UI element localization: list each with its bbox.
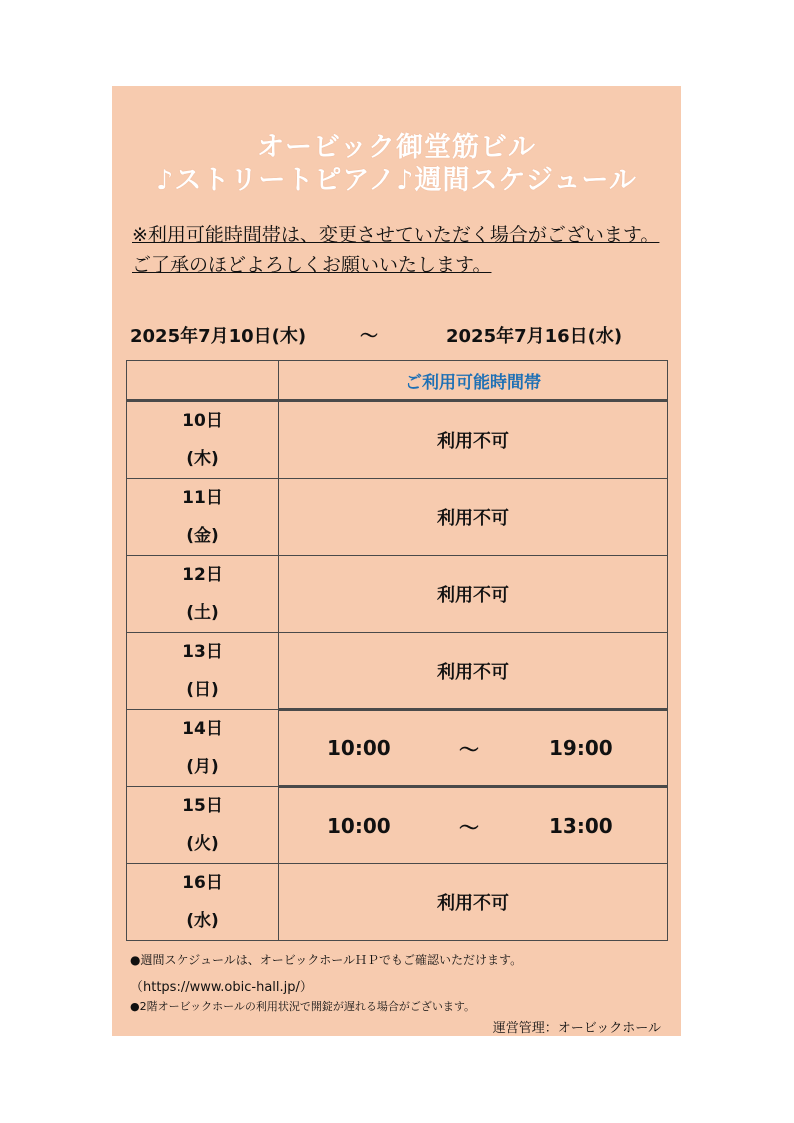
day-number: 12日 [182, 565, 223, 585]
day-number: 15日 [182, 796, 223, 816]
time-to: 13:00 [549, 813, 613, 838]
notice-line-1: ※利用可能時間帯は、変更させていただく場合がございます。 [132, 224, 660, 246]
title-building: オービック御堂筋ビル [257, 132, 536, 163]
table-row [127, 479, 668, 556]
day-cell [127, 787, 279, 864]
period-end: 2025年7月16日(水) [446, 326, 623, 347]
header-available-hours: ご利用可能時間帯 [279, 361, 668, 401]
day-weekday: (土) [186, 603, 219, 623]
table-header-row [127, 361, 668, 401]
time-separator: ～ [459, 737, 479, 762]
note-unlock-delay: ●2階オービックホールの利用状況で開錠が遅れる場合がございます。 [130, 1000, 476, 1013]
day-cell [127, 633, 279, 710]
day-weekday: (火) [186, 834, 219, 854]
day-weekday: (月) [186, 757, 219, 777]
time-separator: ～ [459, 815, 479, 839]
time-to: 19:00 [549, 736, 613, 760]
status-unavailable: 利用不可 [279, 479, 668, 556]
table-row [127, 864, 668, 941]
day-number: 16日 [182, 873, 223, 893]
day-weekday: (木) [186, 449, 219, 469]
notice-line-2: ご了承のほどよろしくお願いいたします。 [132, 254, 492, 276]
day-number: 11日 [182, 488, 223, 508]
management-credit: 運営管理：オービックホール [492, 1021, 661, 1036]
day-number: 14日 [182, 719, 223, 739]
table-row [127, 787, 668, 864]
day-cell [127, 401, 279, 479]
table-row [127, 710, 668, 787]
day-cell [127, 479, 279, 556]
period-start: 2025年7月10日(木) [130, 326, 307, 347]
status-unavailable: 利用不可 [279, 633, 668, 710]
schedule-table [126, 360, 668, 941]
day-cell [127, 556, 279, 633]
day-cell [127, 710, 279, 787]
day-weekday: (金) [186, 526, 219, 546]
status-unavailable: 利用不可 [279, 864, 668, 941]
time-range-cell [279, 710, 668, 787]
table-row [127, 401, 668, 479]
header-empty-cell [127, 361, 279, 401]
day-weekday: (水) [186, 911, 219, 931]
table-row [127, 556, 668, 633]
time-range-cell [279, 787, 668, 864]
note-website: ●週間スケジュールは、オービックホールＨＰでもご確認いただけます。 [130, 953, 523, 967]
table-row [127, 633, 668, 710]
day-number: 10日 [182, 411, 223, 431]
time-from: 10:00 [327, 813, 391, 838]
day-cell [127, 864, 279, 941]
status-unavailable: 利用不可 [279, 401, 668, 479]
status-unavailable: 利用不可 [279, 556, 668, 633]
note-url: （https://www.obic-hall.jp/） [130, 980, 313, 995]
title-schedule: ♪ストリートピアノ♪週間スケジュール [156, 165, 637, 196]
schedule-panel [112, 86, 681, 1036]
period-separator: ～ [360, 326, 378, 347]
day-weekday: (日) [186, 680, 219, 700]
day-number: 13日 [182, 642, 223, 662]
time-from: 10:00 [327, 736, 391, 760]
